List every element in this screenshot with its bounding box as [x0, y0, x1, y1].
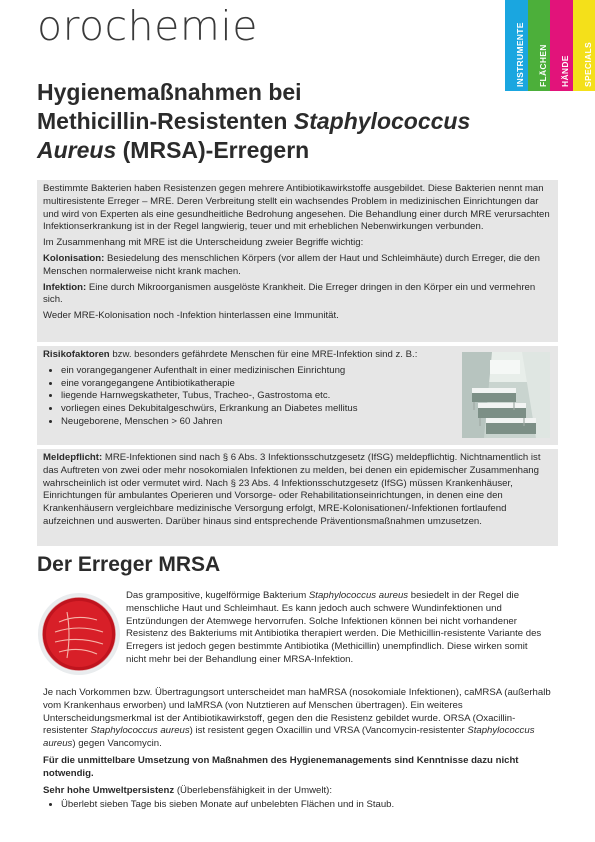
mrsa-types-paragraph — [43, 687, 553, 751]
intro-paragraph: Bestimmte Bakterien haben Resistenzen gegen mehrere Antibiotikawirkstoffe ausgebildet. Diese Bakterien nennt man multiresistente Erreger – MRE. Deren Verbreitung stellt ein wachsendes Problem in medizinischen Einrichtungen dar und wird von Experten als eine gesundheitliche Bedrohung angesehen. Die Behandlung einer durch MRE verursachten Infektionserkrankung ist in der Regel langwierig, teuer und mit erheblichen Nebenwirkungen verbunden. — [43, 183, 550, 233]
text: Das grampositive, kugelförmige Bakterium — [126, 590, 309, 601]
term-label: Kolonisation: — [43, 252, 105, 264]
tab-label: SPECIALS — [582, 42, 593, 87]
mrsa-paragraph — [126, 590, 550, 667]
tab-label: FLÄCHEN — [537, 44, 548, 87]
title-line: Hygienemaßnahmen bei — [37, 79, 302, 105]
hospital-ward-photo — [462, 352, 550, 438]
text: ) ist resistent gegen Oxacillin und VRSA (Vancomycin-resistenter — [189, 725, 468, 737]
tab-label: INSTRUMENTE — [515, 22, 526, 87]
kolonisation-definition — [43, 253, 552, 279]
reporting-label: Meldepflicht: — [43, 452, 103, 463]
tab-specials[interactable] — [573, 0, 595, 91]
reporting-paragraph — [43, 452, 552, 529]
terms-intro: Im Zusammenhang mit MRE ist die Unterscheidung zweier Begriffe wichtig: — [43, 237, 364, 249]
infektion-definition — [43, 282, 552, 308]
list-item: • ein vorangegangener Aufenthalt in einer medizinischen Einrichtung — [61, 365, 552, 378]
list-item: • eine vorangegangene Antibiotikatherapie — [61, 378, 552, 391]
petri-dish-photo — [37, 592, 121, 676]
risk-intro — [43, 349, 448, 362]
persistence-label: Sehr hohe Umweltpersistenz — [43, 784, 175, 796]
term-text: Eine durch Mikroorganismen ausgelöste Krankheit. Die Erreger dringen in den Körper ein und vermehren sich. — [43, 281, 536, 306]
title-italic: Aureus — [37, 137, 117, 163]
immunity-note: Weder MRE-Kolonisation noch -Infektion hinterlassen eine Immunität. — [43, 310, 339, 322]
intro-box — [37, 180, 558, 342]
list-item: • Überlebt sieben Tage bis sieben Monate auf unbelebten Flächen und in Staub. — [61, 799, 553, 812]
mrsa-intro — [126, 590, 550, 671]
reporting-text: MRE-Infektionen sind nach § 6 Abs. 3 Infektionsschutzgesetz (IfSG) meldepflichtig. Nichtnamentlich ist das Auftreten von zwei oder mehr nosokomialen Infektionen zu melden, bei denen ein epidemischer Zusammenhang wahrscheinlich ist oder vermutet wird. Nach § 23 Abs. 4 Infektionsschutzgesetz (IfSG) müssen Krankenhäuser, Einrichtungen für ambulantes Operieren und Vorsorge- oder Rehabilitationseinrichtungen, in denen eine den Krankenhäusern vergleichbare medizinische Versorgung erfolgt, MRE-Kolonisationen/-Infektionen fortlaufend aufzeichnen und auswerten. Darüber hinaus sind entsprechende Präventionsmaßnahmen umzusetzen. — [43, 452, 541, 527]
list-item: • liegende Harnwegskatheter, Tubus, Tracheo-, Gastrostoma etc. — [61, 390, 552, 403]
tab-label: HÄNDE — [560, 55, 571, 87]
species-name: Staphylococcus aureus — [308, 590, 409, 601]
term-text: Besiedelung des menschlichen Körpers (vor allem der Haut und Schleimhäute) durch Erreger, die den Menschen normalerweise nicht krank machen. — [43, 252, 540, 277]
species-name: Staphylococcus aureus — [43, 725, 535, 750]
page-title — [37, 78, 557, 165]
list-item: • Neugeborene, Menschen > 60 Jahren — [61, 416, 552, 429]
mrsa-details — [43, 687, 553, 812]
risk-intro-text: bzw. besonders gefährdete Menschen für eine MRE-Infektion sind z. B.: — [109, 349, 418, 360]
orochemie-logo: orochemie — [37, 2, 258, 50]
section-heading: Der Erreger MRSA — [37, 553, 221, 576]
text: ) gegen Vancomycin. — [72, 738, 162, 750]
management-note: Für die unmittelbare Umsetzung von Maßnahmen des Hygienemanagements sind Kenntnisse dazu nicht notwendig. — [43, 754, 519, 779]
risk-label: Risikofaktoren — [43, 349, 110, 360]
text: Je nach Vorkommen bzw. Übertragungsort unterscheidet man haMRSA (nosokomiale Infektionen), caMRSA (außerhalb vom Krankenhaus erworben) und laMRSA (von Nutztieren auf Menschen übertragen). Ein weiteres Unterscheidungsmerkmal ist der Antibiotikawirkstoff, gegen den die Resistenz gebildet wurde. ORSA (Oxacillin-resistenter — [43, 687, 551, 737]
term-label: Infektion: — [43, 281, 87, 293]
persistence-intro — [43, 785, 553, 798]
list-item: • vorliegen eines Dekubitalgeschwürs, Erkrankung an Diabetes mellitus — [61, 403, 552, 416]
title-line: Methicillin-Resistenten — [37, 108, 294, 134]
title-italic: Staphylococcus — [293, 108, 471, 134]
text: besiedelt in der Regel die menschliche Haut und Schleimhaut. Es kann jedoch auch schwere Wundinfektionen und Entzündungen der Atemwege hervorrufen. Solche Infektionen können bei nicht vorhandener Resistenz des Bakteriums mit Antibiotika therapiert werden. Die Methicillin-resistente Variante des Erregers ist jedoch gegen bestimmte Antibiotika (Methicillin) unempfindlich. Diese wirken somit nicht mehr bei der Behandlung einer MRSA-Infektion. — [126, 590, 542, 665]
title-line: (MRSA)-Erregern — [116, 137, 310, 163]
reporting-box — [37, 449, 558, 546]
persistence-list — [43, 799, 553, 812]
species-name: Staphylococcus aureus — [90, 725, 190, 737]
persistence-text: (Überlebensfähigkeit in der Umwelt): — [174, 784, 332, 796]
